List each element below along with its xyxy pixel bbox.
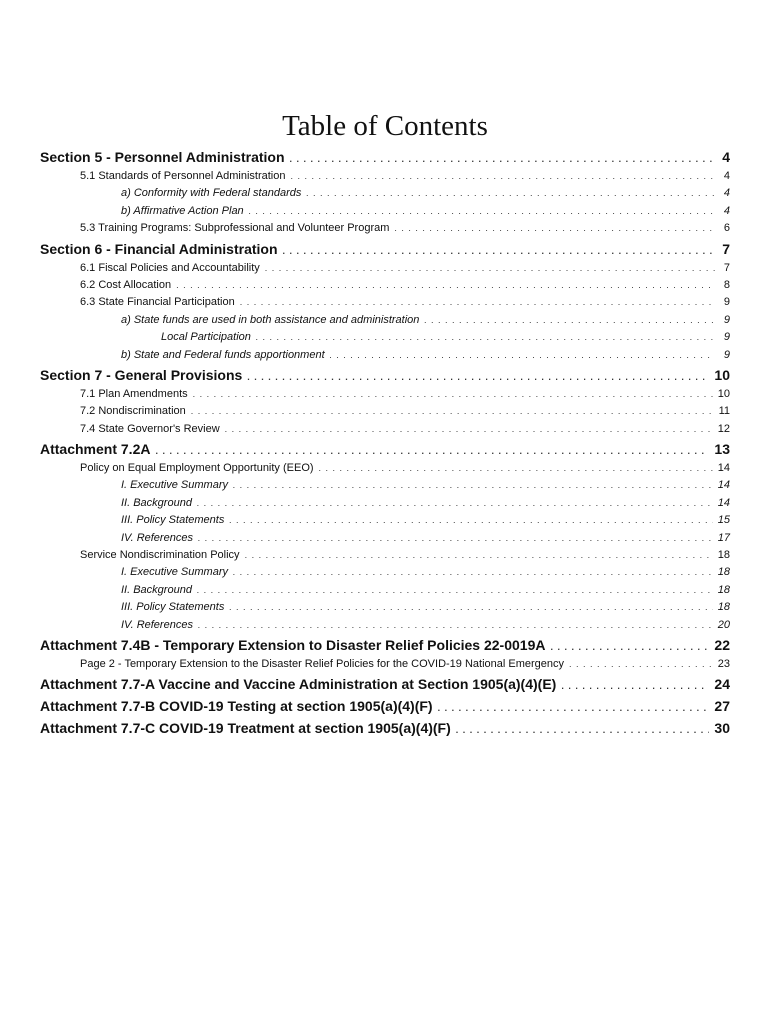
toc-entry-snd-executive-summary[interactable] <box>40 564 730 581</box>
toc-entry-label: Local Participation <box>161 331 251 344</box>
toc-entry-page: 4 <box>723 204 730 217</box>
toc-entry-label: Attachment 7.2A <box>40 441 151 458</box>
toc-entry-5-3[interactable] <box>40 220 730 237</box>
dot-leader <box>155 440 709 462</box>
toc-entry-7-4[interactable] <box>40 421 730 438</box>
dot-leader <box>265 260 715 277</box>
toc-entry-label: b) Affirmative Action Plan <box>121 204 244 217</box>
toc-entry-label: Service Nondiscrimination Policy <box>80 549 240 562</box>
dot-leader <box>330 347 715 364</box>
dot-leader <box>240 294 715 311</box>
toc-entry-label: Attachment 7.7-C COVID-19 Treatment at section 1905(a)(4)(F) <box>40 720 451 737</box>
dot-leader <box>438 697 710 719</box>
toc-entry-5-1[interactable] <box>40 168 730 185</box>
toc-entry-page: 9 <box>723 331 730 344</box>
toc-entry-6-3[interactable] <box>40 294 730 311</box>
toc-entry-attachment-7-7b[interactable] <box>40 695 730 717</box>
toc-entry-label: II. Background <box>121 583 192 596</box>
toc-entry-page: 9 <box>723 348 730 361</box>
toc-entry-snd-background[interactable] <box>40 582 730 599</box>
toc-entry-page: 14 <box>717 479 730 492</box>
dot-leader <box>233 564 713 581</box>
toc-entry-page: 7 <box>722 240 730 257</box>
toc-entry-eeo-background[interactable] <box>40 495 730 512</box>
dot-leader <box>569 656 713 673</box>
page-title: Table of Contents <box>282 110 488 142</box>
toc-entry-page: 14 <box>717 462 730 475</box>
toc-entry-label: I. Executive Summary <box>121 566 228 579</box>
toc-entry-page: 9 <box>723 296 730 309</box>
toc-entry-service-nondiscrimination[interactable] <box>40 547 730 564</box>
toc-entry-label: I. Executive Summary <box>121 479 228 492</box>
toc-entry-label: 7.2 Nondiscrimination <box>80 405 186 418</box>
toc-entry-7-4b-page-2[interactable] <box>40 656 730 673</box>
toc-entry-attachment-7-4b[interactable] <box>40 634 730 656</box>
toc-entry-page: 24 <box>714 676 730 693</box>
toc-entry-page: 11 <box>718 405 730 418</box>
toc-entry-label: III. Policy Statements <box>121 514 225 527</box>
dot-leader <box>290 148 715 170</box>
toc-entry-label: 5.1 Standards of Personnel Administration <box>80 170 286 182</box>
toc-entry-page: 12 <box>717 422 730 435</box>
toc-entry-eeo-policy-statements[interactable] <box>40 512 730 529</box>
toc-entry-label: Policy on Equal Employment Opportunity (EEO) <box>80 462 314 475</box>
toc-entry-label: Section 5 - Personnel Administration <box>40 149 285 165</box>
toc-entry-page: 4 <box>723 187 730 200</box>
dot-leader <box>290 168 715 185</box>
toc-entry-label: Attachment 7.4B - Temporary Extension to Disaster Relief Policies 22-0019A <box>40 636 546 653</box>
toc-entry-page: 4 <box>723 170 730 182</box>
toc-entry-label: Attachment 7.7-A Vaccine and Vaccine Administration at Section 1905(a)(4)(E) <box>40 676 557 693</box>
toc-entry-page: 18 <box>717 583 730 596</box>
dot-leader <box>319 460 713 477</box>
toc-entry-label: 7.4 State Governor's Review <box>80 422 220 435</box>
toc-entry-eeo-policy[interactable] <box>40 460 730 477</box>
toc-entry-5-1-a[interactable] <box>40 185 730 202</box>
table-of-contents <box>40 146 730 739</box>
dot-leader <box>394 220 715 237</box>
toc-entry-page: 15 <box>717 514 730 527</box>
dot-leader <box>229 599 712 616</box>
toc-entry-label: IV. References <box>121 531 193 544</box>
toc-entry-label: 7.1 Plan Amendments <box>80 387 188 400</box>
dot-leader <box>233 477 713 494</box>
dot-leader <box>249 203 715 220</box>
toc-entry-page: 18 <box>717 549 730 562</box>
toc-entry-label: 5.3 Training Programs: Subprofessional and Volunteer Program <box>80 222 390 235</box>
toc-entry-section-6[interactable] <box>40 238 730 260</box>
toc-entry-page: 17 <box>717 531 730 544</box>
dot-leader <box>229 512 712 529</box>
toc-entry-label: 6.2 Cost Allocation <box>80 278 172 291</box>
toc-entry-label: b) State and Federal funds apportionment <box>121 348 325 361</box>
toc-entry-page: 10 <box>717 387 730 400</box>
dot-leader <box>283 240 715 262</box>
toc-entry-label: 6.3 State Financial Participation <box>80 296 235 309</box>
toc-entry-label: Attachment 7.7-B COVID-19 Testing at section 1905(a)(4)(F) <box>40 698 433 715</box>
toc-entry-page: 8 <box>723 278 730 291</box>
dot-leader <box>306 185 715 202</box>
toc-entry-snd-references[interactable] <box>40 617 730 634</box>
dot-leader <box>456 719 710 741</box>
toc-entry-attachment-7-2a[interactable] <box>40 438 730 460</box>
toc-entry-6-3-a[interactable] <box>40 312 730 329</box>
toc-entry-page: 7 <box>723 261 730 274</box>
toc-entry-7-2[interactable] <box>40 403 730 420</box>
dot-leader <box>561 675 709 697</box>
toc-entry-eeo-executive-summary[interactable] <box>40 477 730 494</box>
dot-leader <box>424 312 715 329</box>
toc-entry-6-1[interactable] <box>40 260 730 277</box>
toc-entry-label: III. Policy Statements <box>121 601 225 614</box>
toc-entry-page: 23 <box>717 657 730 670</box>
toc-entry-6-3-b[interactable] <box>40 347 730 364</box>
dot-leader <box>198 617 713 634</box>
toc-entry-attachment-7-7a[interactable] <box>40 673 730 695</box>
dot-leader <box>247 366 709 388</box>
toc-entry-page: 6 <box>723 222 730 235</box>
toc-entry-label: Section 6 - Financial Administration <box>40 240 278 257</box>
dot-leader <box>191 403 714 420</box>
toc-entry-snd-policy-statements[interactable] <box>40 599 730 616</box>
dot-leader <box>193 386 713 403</box>
toc-entry-local-participation[interactable] <box>40 329 730 346</box>
toc-entry-label: a) Conformity with Federal standards <box>121 187 302 200</box>
toc-entry-page: 4 <box>722 149 730 165</box>
toc-entry-label: 6.1 Fiscal Policies and Accountability <box>80 261 260 274</box>
toc-entry-eeo-references[interactable] <box>40 530 730 547</box>
toc-entry-page: 22 <box>714 636 730 653</box>
dot-leader <box>225 421 713 438</box>
toc-entry-label: a) State funds are used in both assistance and administration <box>121 313 420 326</box>
toc-entry-attachment-7-7c[interactable] <box>40 717 730 739</box>
toc-entry-page: 18 <box>717 566 730 579</box>
toc-entry-page: 27 <box>714 698 730 715</box>
toc-entry-section-7[interactable] <box>40 364 730 386</box>
toc-entry-label: Page 2 - Temporary Extension to the Disaster Relief Policies for the COVID-19 National Emergency <box>80 657 565 670</box>
toc-entry-5-1-b[interactable] <box>40 203 730 220</box>
toc-entry-section-5[interactable] <box>40 146 730 168</box>
toc-entry-label: Section 7 - General Provisions <box>40 366 243 383</box>
toc-entry-page: 10 <box>714 366 730 383</box>
dot-leader <box>550 636 709 658</box>
toc-entry-7-1[interactable] <box>40 386 730 403</box>
dot-leader <box>256 329 715 346</box>
toc-entry-label: II. Background <box>121 496 192 509</box>
dot-leader <box>198 530 713 547</box>
dot-leader <box>197 495 713 512</box>
toc-entry-page: 9 <box>723 313 730 326</box>
dot-leader <box>197 582 713 599</box>
dot-leader <box>176 277 715 294</box>
toc-entry-page: 20 <box>717 618 730 631</box>
dot-leader <box>245 547 713 564</box>
toc-entry-page: 30 <box>714 720 730 737</box>
toc-entry-page: 13 <box>714 441 730 458</box>
toc-entry-6-2[interactable] <box>40 277 730 294</box>
toc-entry-label: IV. References <box>121 618 193 631</box>
toc-entry-page: 14 <box>717 496 730 509</box>
toc-entry-page: 18 <box>717 601 730 614</box>
